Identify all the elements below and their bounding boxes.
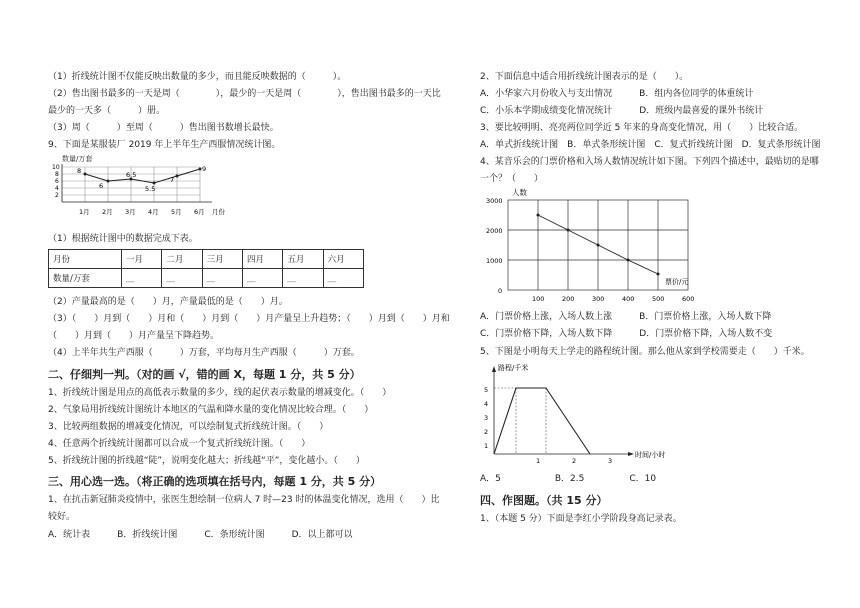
table-cell: 六月: [323, 250, 363, 269]
judge-item-3: 3、比较两组数据的增减变化情况，可以绘制复式折线统计图。（ ）: [48, 422, 329, 432]
choice-q1-options: A．统计表 B．折线统计图 C．条形统计图 D．以上都可以: [48, 530, 353, 540]
q9-3: （3）（ ）月到（ ）月和（ ）月到（ ）月产量呈上升趋势；（ ）月到（ ）月和: [48, 314, 450, 324]
choice-q2-cd: C．小乐本学期成绩变化情况统计 D．班级内最喜爱的课外书统计: [480, 106, 764, 116]
distance-time-chart: [480, 360, 700, 466]
chart1-xtick: 6月: [194, 208, 205, 216]
choice-q1: 1、在抗击新冠肺炎疫情中，张医生想绘制一位病人 7 时—23 时的体温变化情况，选用（ ）比: [48, 495, 440, 505]
svg-text:5.5: 5.5: [145, 185, 156, 193]
chart1-xtick: 5月: [171, 208, 182, 216]
chart1-ytick: 8: [55, 171, 59, 178]
choice-q4-cont: 一个？（ ）: [480, 174, 544, 184]
chart3-xtick: 1: [536, 457, 541, 465]
svg-text:7: 7: [170, 176, 175, 184]
chart3-ytick: 2: [484, 428, 489, 436]
chart1-ytick: 4: [55, 185, 59, 192]
svg-text:6.5: 6.5: [126, 171, 137, 179]
section-3-title: 三、用心选一选。（将正确的选项填在括号内，每题 1 分，共 5 分）: [48, 475, 382, 488]
q8-1: （1）折线统计图不仅能反映出数量的多少，而且能反映数据的（ ）。: [48, 72, 347, 82]
chart2-xtick: 100: [532, 295, 545, 303]
judge-item-1: 1、折线统计图是用点的高低表示数量的多少，线的起伏表示数量的增减变化。（ ）: [48, 388, 392, 398]
q9-title: 9、下面是某服装厂 2019 年上半年生产西服情况统计图。: [48, 140, 281, 150]
ticket-price-chart: [480, 186, 720, 306]
chart3-xtick: 2: [572, 457, 577, 465]
choice-q4: 4、某音乐会的门票价格和入场人数情况统计如下图。下列四个描述中，最贴切的是哪: [480, 157, 819, 167]
chart1-ytick: 6: [55, 178, 59, 185]
chart3-series-line: [494, 388, 590, 454]
choice-q4-ab: A．门票价格上涨，入场人数上涨 B．门票价格上涨，入场人数下降: [480, 312, 772, 322]
table-cell-blank[interactable]: __: [242, 269, 282, 288]
q9-3-cont: （ ）月到（ ）月产量呈下降趋势。: [48, 331, 220, 341]
q9-2: （2）产量最高的是（ ）月，产量最低的是（ ）月。: [48, 297, 288, 307]
table-cell: 五月: [283, 250, 323, 269]
table-header-row: [49, 250, 364, 269]
chart1-xtick: 1月: [79, 208, 90, 216]
q8-2: （2）售出图书最多的一天是周（ ），最少的一天是周（ ），售出图书最多的一天比: [48, 89, 441, 99]
chart3-ytick: 3: [484, 414, 489, 422]
table-cell-blank[interactable]: __: [323, 269, 363, 288]
chart1-xtick: 3月: [125, 208, 136, 216]
chart3-ylabel: 路程/千米: [498, 364, 529, 372]
choice-q3: 3、要比较明明、亮亮两位同学近 5 年来的身高变化情况，用（ ）比较合适。: [480, 123, 804, 133]
chart3-xlabel: 时间/小时: [635, 451, 666, 459]
table-cell-blank[interactable]: __: [162, 269, 202, 288]
production-line-chart: [52, 150, 232, 226]
chart3-ytick: 5: [484, 386, 489, 394]
production-table: [48, 249, 364, 288]
choice-q5: 5、下图是小明每天上学走的路程统计图。那么他从家到学校需要走（ ）千米。: [480, 347, 810, 357]
chart2-ylabel: 人数: [512, 188, 527, 197]
chart1-xlabel: 月份: [212, 208, 225, 216]
drawing-q1: 1、（本题 5 分）下面是李红小学阶段身高记录表。: [480, 514, 682, 524]
table-cell: 一月: [122, 250, 162, 269]
chart1-ytick: 10: [52, 164, 60, 171]
table-cell-blank[interactable]: __: [122, 269, 162, 288]
table-cell: 二月: [162, 250, 202, 269]
section-2-title: 二、仔细判一判。（对的画 √，错的画 X，每题 1 分，共 5 分）: [48, 368, 361, 381]
chart2-ytick: 3000: [486, 197, 503, 205]
judge-item-5: 5、折线统计图的折线越“陡”，说明变化越大；折线越“平”，变化越小。（ ）: [48, 456, 365, 466]
chart3-ytick: 1: [484, 442, 489, 450]
chart2-xlabel: 票价/元: [665, 278, 689, 286]
svg-text:8: 8: [77, 167, 82, 175]
q8-3: （3）周（ ）至周（ ）售出图书数增长最快。: [48, 123, 279, 133]
judge-item-4: 4、任意两个折线统计图都可以合成一个复式折线统计图。（ ）: [48, 439, 311, 449]
choice-q2: 2、下面信息中适合用折线统计图表示的是（ ）。: [480, 72, 689, 82]
table-cell: 四月: [242, 250, 282, 269]
chart2-xtick: 200: [562, 295, 575, 303]
q9-4: （4）上半年共生产西服（ ）万套，平均每月生产西服（ ）万套。: [48, 348, 360, 358]
table-cell-blank[interactable]: __: [283, 269, 323, 288]
chart2-xtick: 300: [592, 295, 605, 303]
chart2-xtick: 600: [682, 295, 695, 303]
chart2-ytick: 1000: [486, 257, 503, 265]
chart1-ylabel: 数量/万套: [62, 155, 93, 163]
table-row: [49, 269, 364, 288]
chart1-xtick: 2月: [102, 208, 113, 216]
choice-q4-cd: C．门票价格下降，入场人数下降 D．门票价格下降，入场人数不变: [480, 329, 773, 339]
table-cell: 月份: [49, 250, 122, 269]
chart3-ytick: 4: [484, 400, 489, 408]
chart1-xtick: 4月: [148, 208, 159, 216]
chart2-xtick: 400: [622, 295, 635, 303]
choice-q3-options: A．单式折线统计图 B．单式条形统计图 C．复式折线统计图 D．复式条形统计图: [480, 140, 821, 150]
chart2-xtick: 500: [652, 295, 665, 303]
section-4-title: 四、作图题。（共 15 分）: [480, 494, 608, 507]
table-cell: 数量/万套: [49, 269, 122, 288]
chart2-ytick: 2000: [486, 227, 503, 235]
q8-2-cont: 最少的一天多（ ）册。: [48, 106, 166, 116]
judge-item-2: 2、气象局用折线统计图统计本地区的气温和降水量的变化情况比较合理。（ ）: [48, 405, 374, 415]
q9-1: （1）根据统计图中的数据完成下表。: [48, 234, 198, 244]
chart2-ytick: 0: [498, 287, 503, 295]
choice-q5-options: A．5 B．2.5 C．10: [480, 474, 657, 484]
svg-text:9: 9: [202, 165, 207, 173]
svg-text:6: 6: [99, 182, 104, 190]
choice-q1-cont: 较好。: [48, 512, 76, 522]
choice-q2-ab: A．小华家六月份收入与支出情况 B．组内各位同学的体重统计: [480, 89, 754, 99]
chart1-ytick: 2: [55, 192, 59, 199]
table-cell: 三月: [202, 250, 242, 269]
chart3-xtick: 3: [608, 457, 613, 465]
table-cell-blank[interactable]: __: [202, 269, 242, 288]
